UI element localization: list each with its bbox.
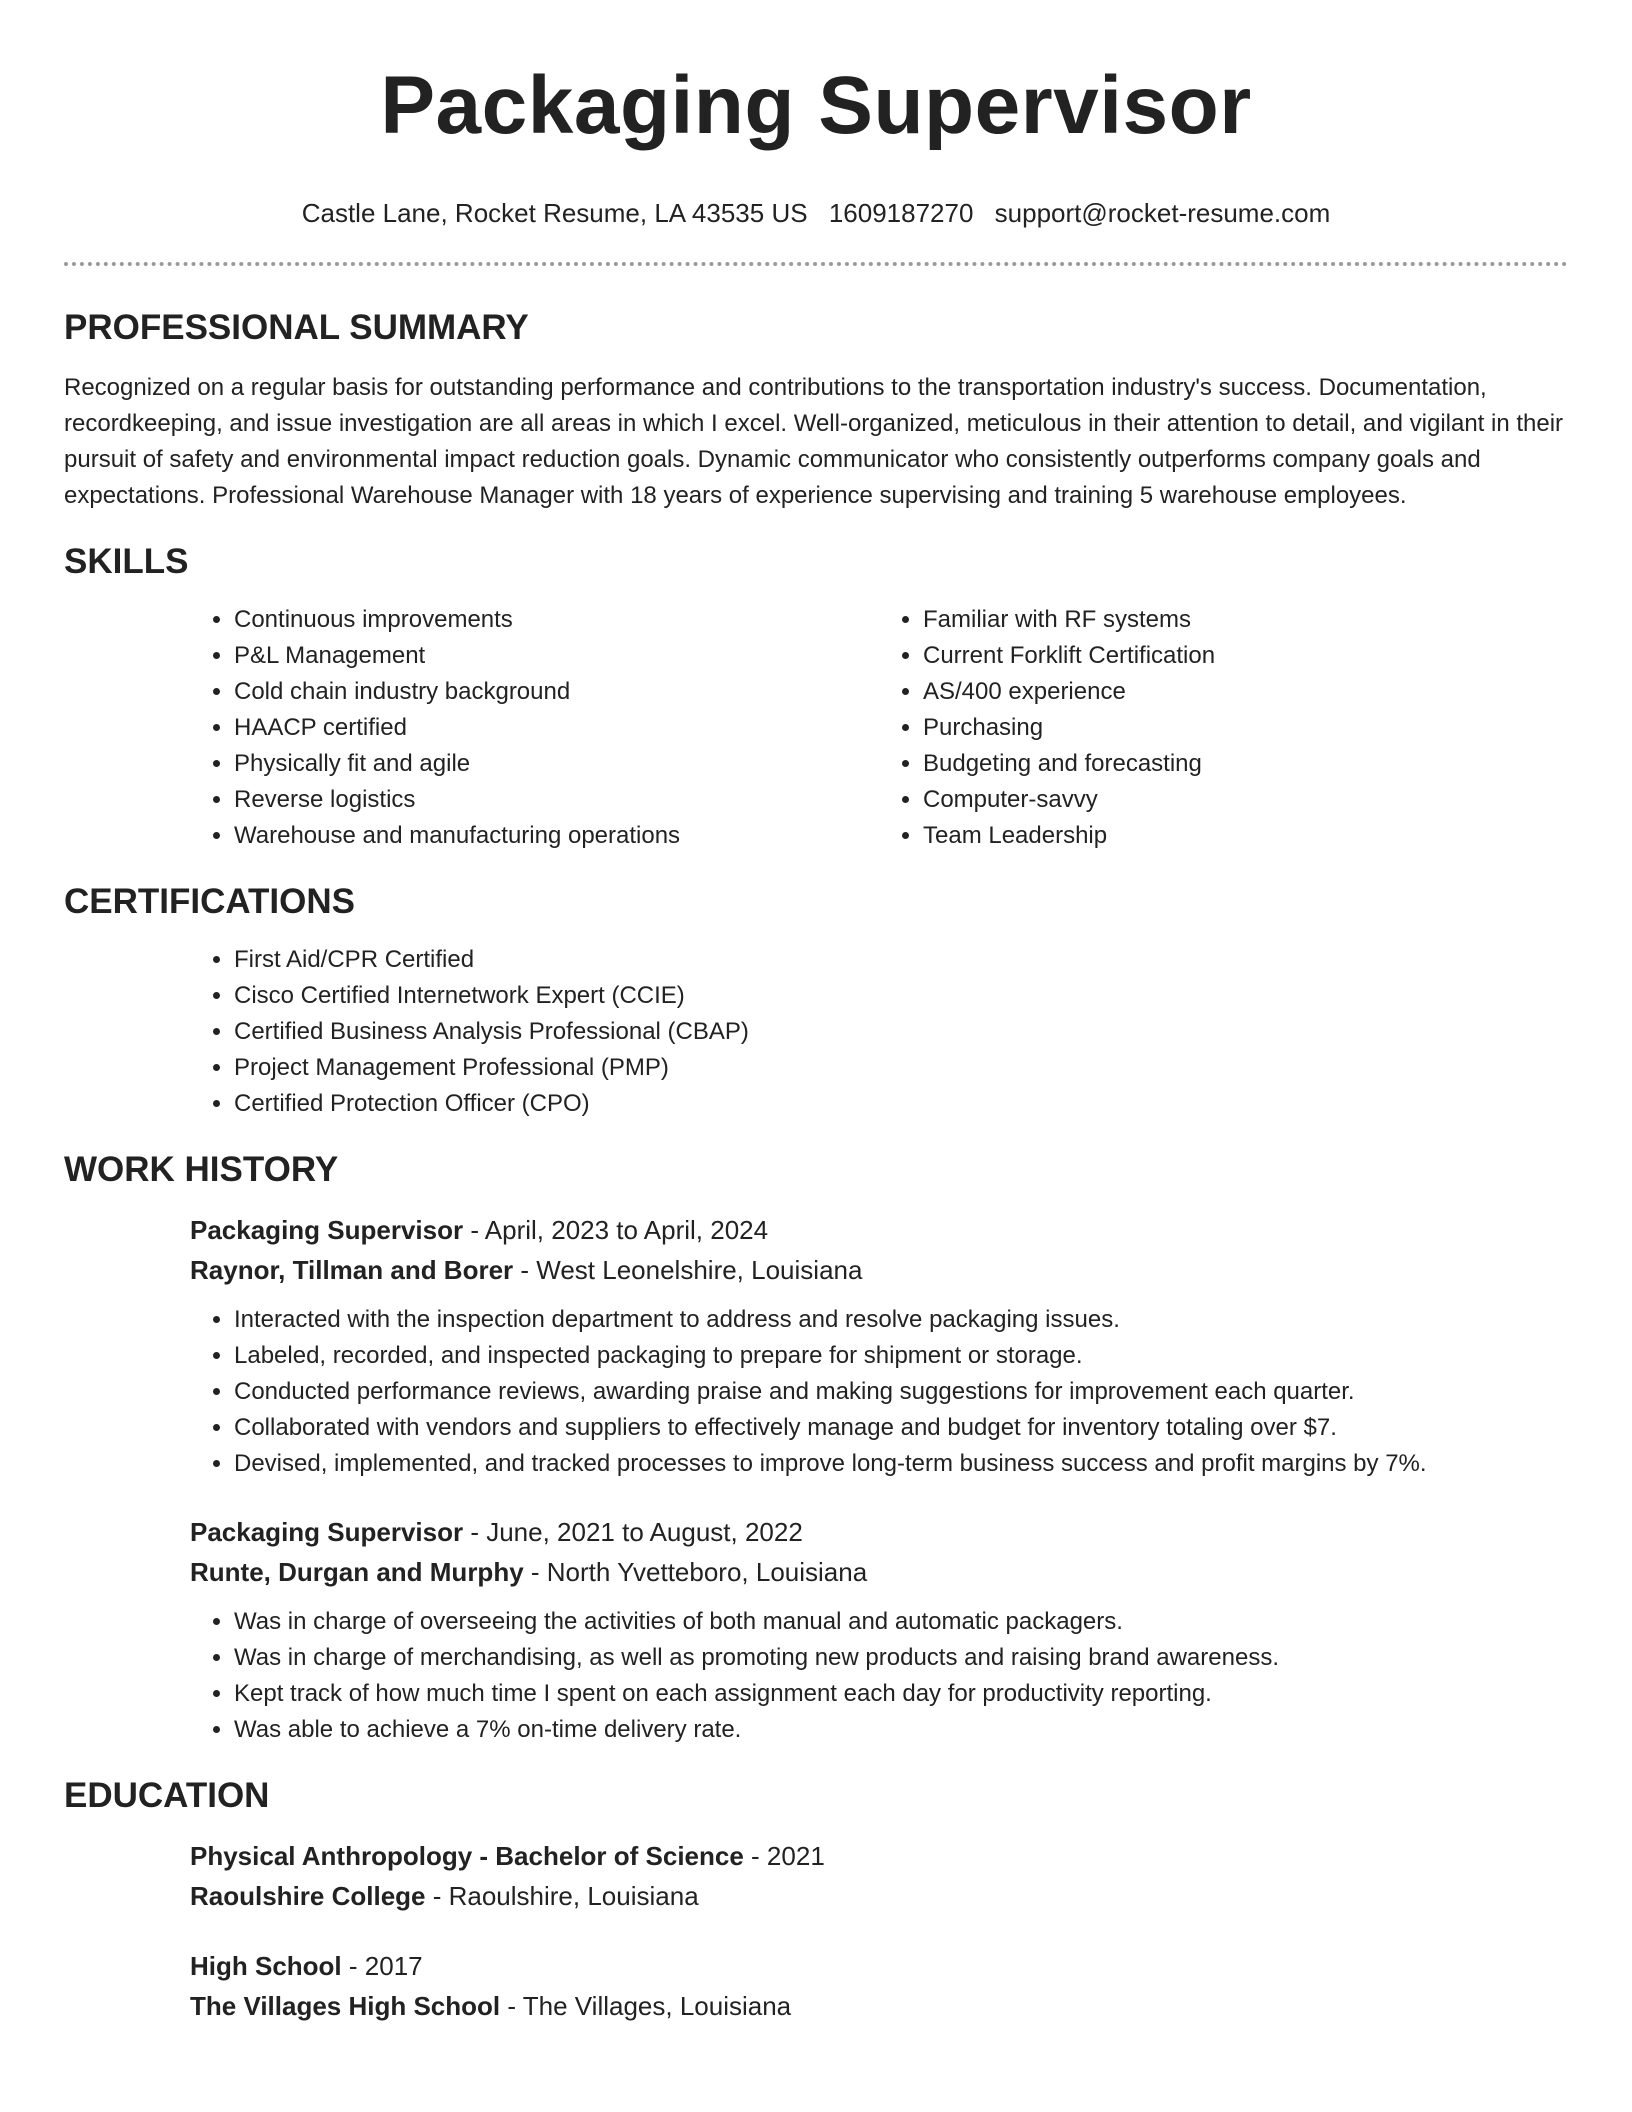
- job-bullet: • Labeled, recorded, and inspected packaging to prepare for shipment or storage.: [234, 1338, 1568, 1374]
- job-bullet: • Was in charge of overseeing the activities of both manual and automatic packagers.: [234, 1604, 1568, 1640]
- job-bullet: • Was in charge of merchandising, as well as promoting new products and raising brand awareness.: [234, 1640, 1568, 1676]
- skill-item: • Cold chain industry background: [234, 674, 879, 710]
- skill-item: • AS/400 experience: [923, 674, 1568, 710]
- skills-title: SKILLS: [64, 542, 189, 581]
- skill-item: • P&L Management: [234, 638, 879, 674]
- skill-item: • Physically fit and agile: [234, 746, 879, 782]
- education-location: - The Villages, Louisiana: [500, 1991, 792, 2021]
- resume-name: Packaging Supervisor: [380, 60, 1252, 151]
- job-bullets: [190, 1604, 1568, 1748]
- education-degree: High School: [190, 1951, 342, 1981]
- job-company: Raynor, Tillman and Borer: [190, 1255, 514, 1285]
- contact-phone: 1609187270: [828, 198, 974, 228]
- education-entry: [190, 1946, 1568, 2026]
- contact-address: Castle Lane, Rocket Resume, LA 43535 US: [301, 198, 808, 228]
- skill-item: • Reverse logistics: [234, 782, 879, 818]
- job-bullet: • Was able to achieve a 7% on-time delivery rate.: [234, 1712, 1568, 1748]
- job-title-line: [190, 1210, 1568, 1250]
- skill-item: • Budgeting and forecasting: [923, 746, 1568, 782]
- summary-section: [64, 306, 1568, 514]
- education-title: EDUCATION: [64, 1776, 270, 1815]
- skill-item: • Team Leadership: [923, 818, 1568, 854]
- skill-item: • Current Forklift Certification: [923, 638, 1568, 674]
- job-role: Packaging Supervisor: [190, 1517, 464, 1547]
- job-bullet: • Kept track of how much time I spent on each assignment each day for productivity reporting.: [234, 1676, 1568, 1712]
- job-location: - West Leonelshire, Louisiana: [513, 1255, 863, 1285]
- skills-right-list: [879, 602, 1568, 854]
- job-company-line: [190, 1552, 1568, 1592]
- certifications-list: [190, 942, 1568, 1122]
- skill-item: • Continuous improvements: [234, 602, 879, 638]
- certification-item: • Cisco Certified Internetwork Expert (CCIE): [234, 978, 1568, 1014]
- job-company: Runte, Durgan and Murphy: [190, 1557, 524, 1587]
- certifications-section: [64, 880, 1568, 1122]
- certification-item: • Certified Protection Officer (CPO): [234, 1086, 1568, 1122]
- job-bullet: • Conducted performance reviews, awarding praise and making suggestions for improvement each quarter.: [234, 1374, 1568, 1410]
- skill-item: • Familiar with RF systems: [923, 602, 1568, 638]
- education-year: - 2017: [341, 1951, 423, 1981]
- job-company-line: [190, 1250, 1568, 1290]
- job-title-line: [190, 1512, 1568, 1552]
- work-history-title: WORK HISTORY: [64, 1150, 339, 1189]
- job-entry: [190, 1512, 1568, 1748]
- contact-email: support@rocket-resume.com: [994, 198, 1331, 228]
- skill-item: • Purchasing: [923, 710, 1568, 746]
- skill-item: • Computer-savvy: [923, 782, 1568, 818]
- skills-section: [64, 540, 1568, 854]
- education-school: The Villages High School: [190, 1991, 501, 2021]
- education-degree-line: [190, 1836, 1568, 1876]
- header-divider: [64, 262, 1568, 266]
- certifications-title: CERTIFICATIONS: [64, 882, 356, 921]
- job-bullet: • Devised, implemented, and tracked processes to improve long-term business success and profit margins by 7%.: [234, 1446, 1568, 1482]
- job-bullet: • Collaborated with vendors and suppliers to effectively manage and budget for inventory totaling over $7.: [234, 1410, 1568, 1446]
- education-year: - 2021: [743, 1841, 825, 1871]
- education-school-line: [190, 1876, 1568, 1916]
- job-bullets: [190, 1302, 1568, 1482]
- certification-item: • Certified Business Analysis Professional (CBAP): [234, 1014, 1568, 1050]
- skills-columns: [190, 602, 1568, 854]
- job-dates: - June, 2021 to August, 2022: [463, 1517, 803, 1547]
- certification-item: • First Aid/CPR Certified: [234, 942, 1568, 978]
- contact-line: [64, 196, 1568, 230]
- skills-left-list: [190, 602, 879, 854]
- work-history-section: [64, 1148, 1568, 1748]
- job-location: - North Yvetteboro, Louisiana: [523, 1557, 868, 1587]
- skill-item: • HAACP certified: [234, 710, 879, 746]
- education-degree-line: [190, 1946, 1568, 1986]
- summary-text: Recognized on a regular basis for outstanding performance and contributions to the transportation industry's success. Documentation, recordkeeping, and issue investigation are all areas in which I excel. Well-organized, meticulous in their attention to detail, and vigilant in their pursuit of safety and environmental impact reduction goals. Dynamic communicator who consistently outperforms company goals and expectations. Professional Warehouse Manager with 18 years of experience supervising and training 5 warehouse employees.: [64, 374, 1564, 509]
- education-school-line: [190, 1986, 1568, 2026]
- job-entry: [190, 1210, 1568, 1482]
- job-role: Packaging Supervisor: [190, 1215, 464, 1245]
- education-degree: Physical Anthropology - Bachelor of Science: [190, 1841, 744, 1871]
- education-section: [64, 1774, 1568, 2026]
- job-bullet: • Interacted with the inspection department to address and resolve packaging issues.: [234, 1302, 1568, 1338]
- certification-item: • Project Management Professional (PMP): [234, 1050, 1568, 1086]
- job-dates: - April, 2023 to April, 2024: [463, 1215, 769, 1245]
- skill-item: • Warehouse and manufacturing operations: [234, 818, 879, 854]
- education-location: - Raoulshire, Louisiana: [425, 1881, 699, 1911]
- summary-title: PROFESSIONAL SUMMARY: [64, 308, 529, 347]
- education-entry: [190, 1836, 1568, 1916]
- education-school: Raoulshire College: [190, 1881, 426, 1911]
